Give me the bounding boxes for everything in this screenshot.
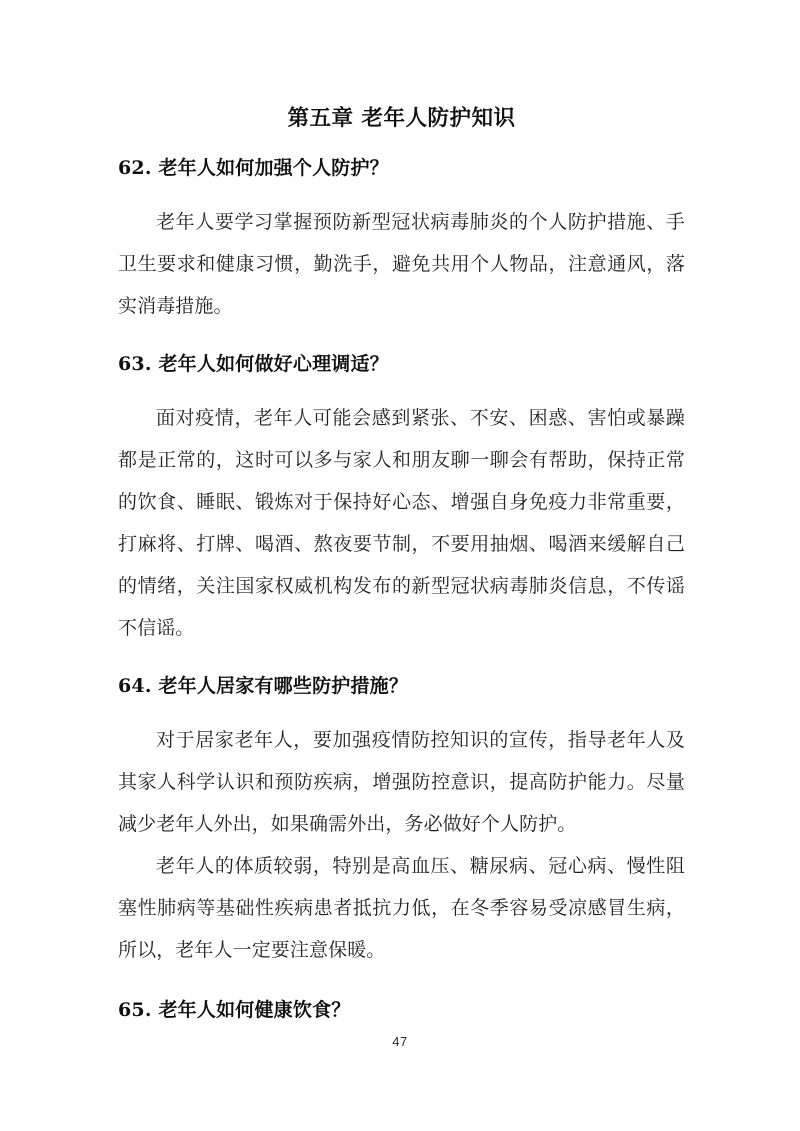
- answer-paragraph-63: 面对疫情，老年人可能会感到紧张、不安、困惑、害怕或暴躁都是正常的，这时可以多与家人和朋友聊一聊会有帮助，保持正常的饮食、睡眠、锻炼对于保持好心态、增强自身免疫力非常重要，打麻将、打牌、喝酒、熬夜要节制，不要用抽烟、喝酒来缓解自己的情绪，关注国家权威机构发布的新型冠状病毒肺炎信息，不传谣不信谣。: [118, 407, 685, 639]
- page-content: [118, 0, 685, 1025]
- question-heading-65: 65. 老年人如何健康饮食？: [118, 999, 351, 1021]
- spacer: [118, 183, 685, 201]
- spacer: [118, 701, 685, 719]
- spacer: [118, 379, 685, 397]
- chapter-title: 第五章 老年人防护知识: [287, 106, 516, 131]
- page-number: 47: [392, 1034, 408, 1049]
- answer-paragraph-62: 老年人要学习掌握预防新型冠状病毒肺炎的个人防护措施、手卫生要求和健康习惯，勤洗手，避免共用个人物品，注意通风，落实消毒措施。: [118, 211, 685, 317]
- question-heading-63: 63. 老年人如何做好心理调适？: [118, 353, 389, 375]
- spacer: [118, 971, 685, 995]
- spacer: [118, 134, 685, 153]
- question-heading-62: 62. 老年人如何加强个人防护？: [118, 157, 389, 179]
- question-heading-64: 64. 老年人居家有哪些防护措施？: [118, 675, 409, 697]
- spacer: [118, 327, 685, 349]
- spacer: [118, 649, 685, 671]
- answer-paragraph-64-1: 对于居家老年人，要加强疫情防控知识的宣传，指导老年人及其家人科学认识和预防疾病，增强防控意识，提高防护能力。尽量减少老年人外出，如果确需外出，务必做好个人防护。: [118, 729, 685, 835]
- answer-paragraph-64-2: 老年人的体质较弱，特别是高血压、糖尿病、冠心病、慢性阻塞性肺病等基础性疾病患者抵抗力低，在冬季容易受凉感冒生病，所以，老年人一定要注意保暖。: [118, 855, 685, 961]
